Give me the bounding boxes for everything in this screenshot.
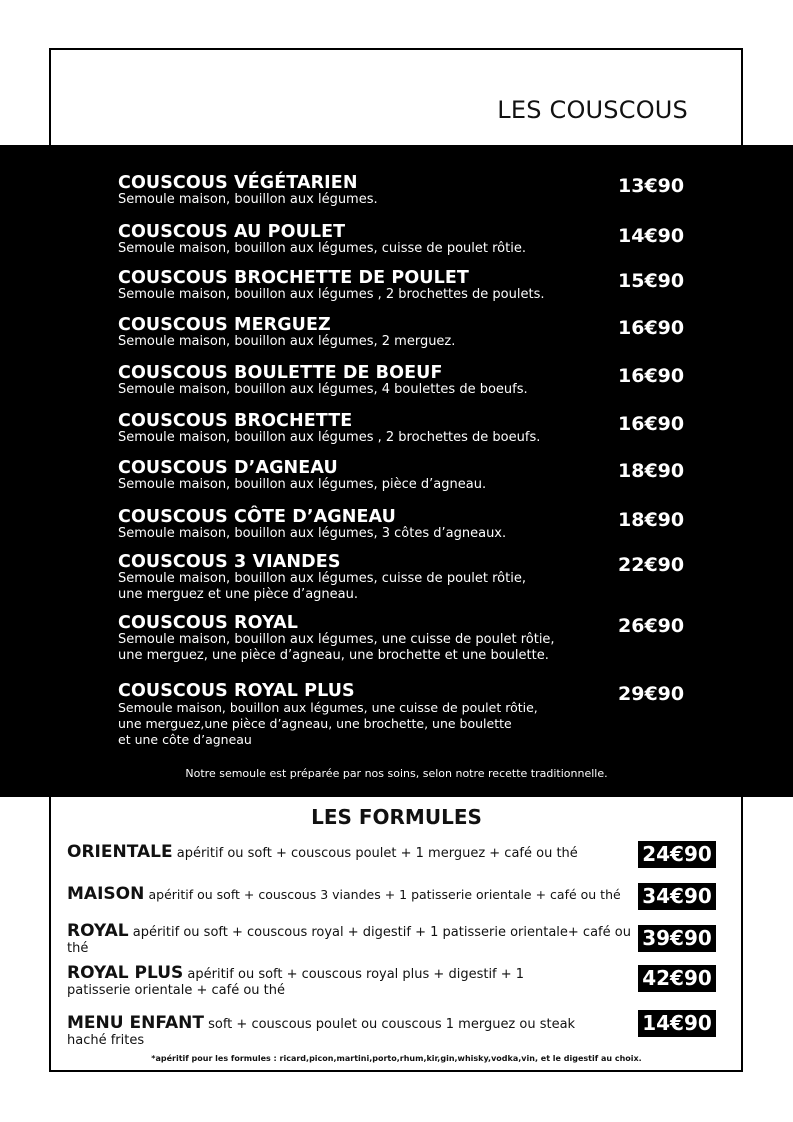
item-price: 13€90 <box>618 175 685 197</box>
item-price: 18€90 <box>618 509 685 531</box>
menu-item <box>118 174 698 208</box>
formule-description: soft + couscous poulet ou couscous 1 merguez ou steak haché frites <box>67 1017 576 1048</box>
item-description-line2: une merguez et une pièce d’agneau. <box>118 587 358 602</box>
item-description: Semoule maison, bouillon aux légumes, pièce d’agneau. <box>118 477 487 492</box>
formule-name: MAISON <box>67 884 145 904</box>
formule-name: ROYAL PLUS <box>67 963 184 983</box>
menu-item <box>118 553 698 603</box>
formules-footnote: *apéritif pour les formules : ricard,picon,martini,porto,rhum,kir,gin,whisky,vodka,vin, et le digestif au choix. <box>151 1054 642 1063</box>
formule-name: MENU ENFANT <box>67 1013 204 1033</box>
menu-item <box>118 316 698 350</box>
item-description-line2: une merguez,une pièce d’agneau, une brochette, une boulette <box>118 716 512 731</box>
item-name: COUSCOUS AU POULET <box>118 222 346 242</box>
formule-description: apéritif ou soft + couscous poulet + 1 merguez + café ou thé <box>176 846 578 861</box>
formule-price: 24€90 <box>638 841 716 868</box>
item-name: COUSCOUS ROYAL <box>118 613 298 633</box>
formule-item <box>67 844 637 862</box>
menu-item <box>118 614 698 664</box>
page-title: LES COUSCOUS <box>497 96 688 124</box>
item-description: Semoule maison, bouillon aux légumes , 2 brochettes de poulets. <box>118 287 545 302</box>
item-name: COUSCOUS BROCHETTE DE POULET <box>118 268 469 288</box>
item-description: Semoule maison, bouillon aux légumes, 4 boulettes de boeufs. <box>118 382 528 397</box>
item-description: Semoule maison, bouillon aux légumes, cuisse de poulet rôtie. <box>118 241 526 256</box>
item-description-line3: et une côte d’agneau <box>118 732 252 747</box>
item-name: COUSCOUS BROCHETTE <box>118 411 353 431</box>
item-description-line2: une merguez, une pièce d’agneau, une brochette et une boulette. <box>118 648 549 663</box>
menu-item <box>118 508 698 542</box>
item-description: Semoule maison, bouillon aux légumes , 2 brochettes de boeufs. <box>118 430 541 445</box>
formule-price: 34€90 <box>638 883 716 910</box>
formule-price: 39€90 <box>638 925 716 952</box>
menu-item <box>118 459 698 493</box>
formule-item <box>67 965 587 999</box>
item-name: COUSCOUS MERGUEZ <box>118 315 331 335</box>
item-name: COUSCOUS D’AGNEAU <box>118 458 338 478</box>
formule-description: apéritif ou soft + couscous royal + digestif + 1 patisserie orientale+ café ou thé <box>67 925 631 956</box>
formule-name: ORIENTALE <box>67 842 173 862</box>
item-name: COUSCOUS 3 VIANDES <box>118 552 341 572</box>
semoule-note: Notre semoule est préparée par nos soins, selon notre recette traditionnelle. <box>185 767 608 780</box>
formule-price: 42€90 <box>638 965 716 992</box>
menu-item <box>118 682 698 748</box>
item-description: Semoule maison, bouillon aux légumes, cuisse de poulet rôtie, <box>118 571 526 586</box>
item-price: 14€90 <box>618 225 685 247</box>
item-description: Semoule maison, bouillon aux légumes, une cuisse de poulet rôtie, <box>118 700 538 715</box>
item-price: 26€90 <box>618 615 685 637</box>
item-price: 22€90 <box>618 554 685 576</box>
formule-price: 14€90 <box>638 1010 716 1037</box>
formule-description: apéritif ou soft + couscous royal plus + digestif + 1 patisserie orientale + café ou thé <box>67 967 525 998</box>
item-price: 18€90 <box>618 460 685 482</box>
item-price: 16€90 <box>618 413 685 435</box>
couscous-menu-section <box>0 145 793 797</box>
menu-item <box>118 364 698 398</box>
formule-description: apéritif ou soft + couscous 3 viandes + 1 patisserie orientale + café ou thé <box>148 887 621 902</box>
item-description: Semoule maison, bouillon aux légumes. <box>118 192 378 207</box>
item-price: 16€90 <box>618 365 685 387</box>
item-price: 15€90 <box>618 270 685 292</box>
menu-item <box>118 223 698 257</box>
formule-item <box>67 923 637 957</box>
item-price: 16€90 <box>618 317 685 339</box>
item-name: COUSCOUS VÉGÉTARIEN <box>118 173 358 193</box>
formule-item <box>67 886 642 904</box>
item-price: 29€90 <box>618 683 685 705</box>
item-name: COUSCOUS BOULETTE DE BOEUF <box>118 363 443 383</box>
formule-name: ROYAL <box>67 921 129 941</box>
menu-item <box>118 269 698 303</box>
formule-item <box>67 1015 587 1049</box>
item-description: Semoule maison, bouillon aux légumes, 3 côtes d’agneaux. <box>118 526 507 541</box>
item-name: COUSCOUS CÔTE D’AGNEAU <box>118 507 396 527</box>
item-description: Semoule maison, bouillon aux légumes, 2 merguez. <box>118 334 456 349</box>
item-name: COUSCOUS ROYAL PLUS <box>118 681 355 701</box>
formules-title: LES FORMULES <box>311 805 482 829</box>
item-description: Semoule maison, bouillon aux légumes, une cuisse de poulet rôtie, <box>118 632 555 647</box>
menu-item <box>118 412 698 446</box>
